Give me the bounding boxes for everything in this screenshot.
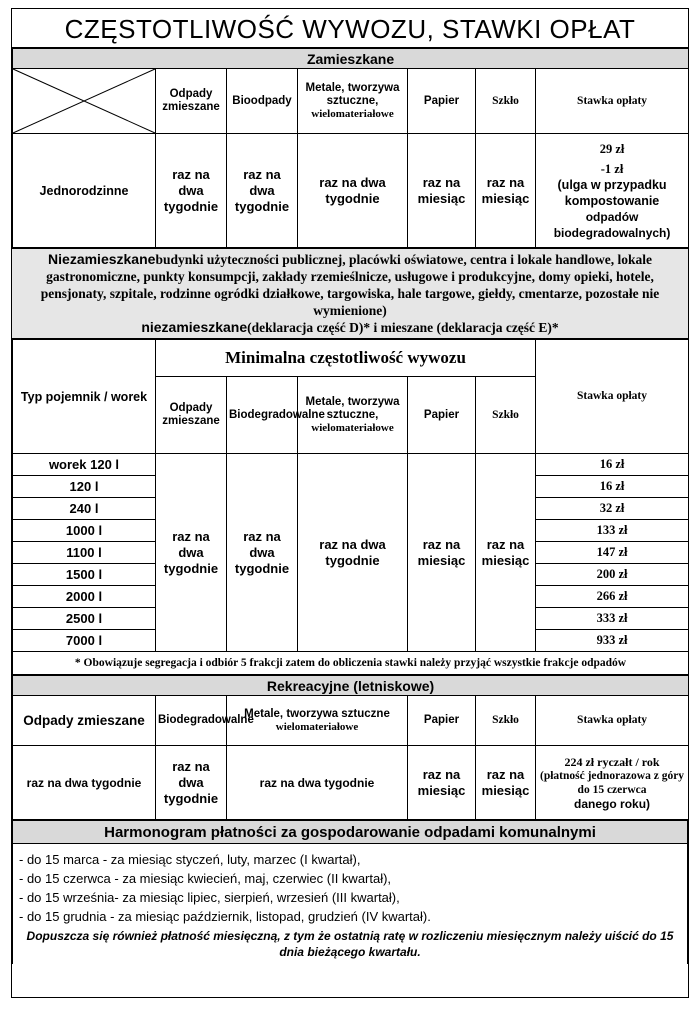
nz-header-mixed: Odpady zmieszane (156, 377, 227, 454)
nz-header-glass: Szkło (476, 377, 536, 454)
rk-rate-line3: danego roku) (574, 796, 651, 811)
harmonogram-item: - do 15 czerwca - za miesiąc kwiecień, maj, czerwiec (II kwartał), (19, 871, 392, 886)
cell-glass: raz na miesiąc (476, 134, 536, 248)
nz-cell-paper: raz na miesiąc (408, 454, 476, 652)
header-mixed: Odpady zmieszane (156, 69, 227, 134)
document-title: CZĘSTOTLIWOŚĆ WYWOZU, STAWKI OPŁAT (12, 9, 688, 48)
harmonogram-table (12, 820, 688, 964)
container-row: 1100 l (13, 542, 156, 564)
harmonogram-item: - do 15 marca - za miesiąc styczeń, luty, marzec (I kwartał), (19, 852, 361, 867)
rk-header-mixed: Odpady zmieszane (13, 696, 156, 746)
container-rate: 133 zł (536, 520, 689, 542)
container-rate: 333 zł (536, 608, 689, 630)
niezamieszkane-table (12, 339, 689, 675)
harmonogram-footnote: Dopuszcza się również płatność miesięczną, z tym że ostatnią ratę w rozliczeniu miesięcznym należy uiścić do 15 dnia bieżącego kwartału. (26, 929, 674, 959)
cell-paper: raz na miesiąc (408, 134, 476, 248)
cell-metal: raz na dwa tygodnie (298, 134, 408, 248)
harmonogram-item: - do 15 grudnia - za miesiąc październik, listopad, grudzień (IV kwartał). (19, 909, 431, 924)
header-type: Typ pojemnik / worek (13, 340, 156, 454)
zamieszkane-heading: Zamieszkane (13, 49, 689, 69)
rekreacyjne-heading: Rekreacyjne (letniskowe) (13, 676, 689, 696)
nz-cell-metal: raz na dwa tygodnie (298, 454, 408, 652)
rk-rate-line2: (płatność jednorazowa z góry do 15 czerwca (540, 769, 685, 796)
header-glass: Szkło (476, 69, 536, 134)
zamieszkane-table (12, 48, 689, 248)
rk-cell-mixed: raz na dwa tygodnie (13, 746, 156, 820)
harmonogram-body (13, 844, 688, 965)
rk-cell-bio: raz na dwa tygodnie (156, 746, 227, 820)
container-row: 1500 l (13, 564, 156, 586)
container-row: 240 l (13, 498, 156, 520)
niezamieszkane-text2: (deklaracja część D)* i mieszane (deklaracja część E)* (247, 320, 559, 335)
niezamieszkane-text: budynki użyteczności publicznej, placówki oświatowe, centra i lokale handlowe, lokale gastronomiczne, punkty konsumpcji, zakłady rzemieślnicze, usługowe i produkcyjne, domy opieki, hotele, pensjonaty, szpitale, rodzinne ogródki działkowe, targowiska, hale targowe, giełdy, cmentarze, pozostałe nie wymienione) (40, 252, 660, 318)
segregation-note: * Obowiązuje segregacja i odbiór 5 frakcji zatem do obliczenia stawki należy przyjąć wszystkie frakcje odpadów (13, 652, 689, 675)
container-row: 2000 l (13, 586, 156, 608)
rk-cell-rate (536, 746, 689, 820)
container-row: 120 l (13, 476, 156, 498)
row-label-jednorodzinne: Jednorodzinne (13, 134, 156, 248)
container-rate: 147 zł (536, 542, 689, 564)
cell-bio: raz na dwa tygodnie (227, 134, 298, 248)
rk-header-paper: Papier (408, 696, 476, 746)
fee-document (11, 8, 689, 998)
header-metal (298, 69, 408, 134)
rate-main: 29 zł (599, 141, 625, 156)
cell-rate (536, 134, 689, 248)
nz-header-metal-line1: Metale, tworzywa sztuczne, (305, 395, 400, 421)
rk-cell-glass: raz na miesiąc (476, 746, 536, 820)
header-paper: Papier (408, 69, 476, 134)
container-row: 1000 l (13, 520, 156, 542)
rk-header-glass: Szkło (476, 696, 536, 746)
harmonogram-heading: Harmonogram płatności za gospodarowanie odpadami komunalnymi (13, 821, 688, 844)
container-rate: 200 zł (536, 564, 689, 586)
header-bio: Bioodpady (227, 69, 298, 134)
nz-cell-glass: raz na miesiąc (476, 454, 536, 652)
container-rate: 933 zł (536, 630, 689, 652)
nz-header-paper: Papier (408, 377, 476, 454)
container-row: 7000 l (13, 630, 156, 652)
header-metal-line2: wielomateriałowe (311, 107, 394, 120)
rk-cell-metal: raz na dwa tygodnie (227, 746, 408, 820)
cross-lines (13, 69, 155, 133)
nz-header-bio: Biodegradowalne (227, 377, 298, 454)
rekreacyjne-table (12, 675, 689, 820)
harmonogram-item: - do 15 września- za miesiąc lipiec, sierpień, wrzesień (III kwartał), (19, 890, 400, 905)
niezamieszkane-description (12, 248, 688, 339)
nz-cell-mixed: raz na dwa tygodnie (156, 454, 227, 652)
rk-header-metal-line1: Metale, tworzywa sztuczne (244, 707, 390, 720)
rk-header-metal-line2: wielomateriałowe (275, 720, 359, 733)
rate-relief: -1 zł (600, 161, 624, 176)
rate-note2: odpadów biodegradowalnych) (553, 209, 671, 240)
container-row: worek 120 l (13, 454, 156, 476)
nz-header-rate: Stawka opłaty (536, 340, 689, 454)
container-rate: 16 zł (536, 476, 689, 498)
cell-mixed: raz na dwa tygodnie (156, 134, 227, 248)
rk-header-bio: Biodegradowalne (156, 696, 227, 746)
empty-cross-cell (13, 69, 156, 134)
container-rate: 16 zł (536, 454, 689, 476)
nz-header-metal-line2: wielomateriałowe (311, 421, 394, 434)
nz-cell-bio: raz na dwa tygodnie (227, 454, 298, 652)
rate-note: (ulga w przypadku kompostowanie (557, 177, 667, 208)
rk-rate-line1: 224 zł ryczałt / rok (564, 754, 660, 769)
container-rate: 266 zł (536, 586, 689, 608)
container-row: 2500 l (13, 608, 156, 630)
niezamieszkane-label: Niezamieszkane (48, 251, 156, 267)
min-frequency-heading: Minimalna częstotliwość wywozu (156, 340, 536, 377)
header-metal-line1: Metale, tworzywa sztuczne, (305, 81, 400, 107)
rk-header-rate: Stawka opłaty (536, 696, 689, 746)
container-rate: 32 zł (536, 498, 689, 520)
header-rate: Stawka opłaty (536, 69, 689, 134)
niezamieszkane-label2: niezamieszkane (141, 319, 248, 335)
rk-cell-paper: raz na miesiąc (408, 746, 476, 820)
